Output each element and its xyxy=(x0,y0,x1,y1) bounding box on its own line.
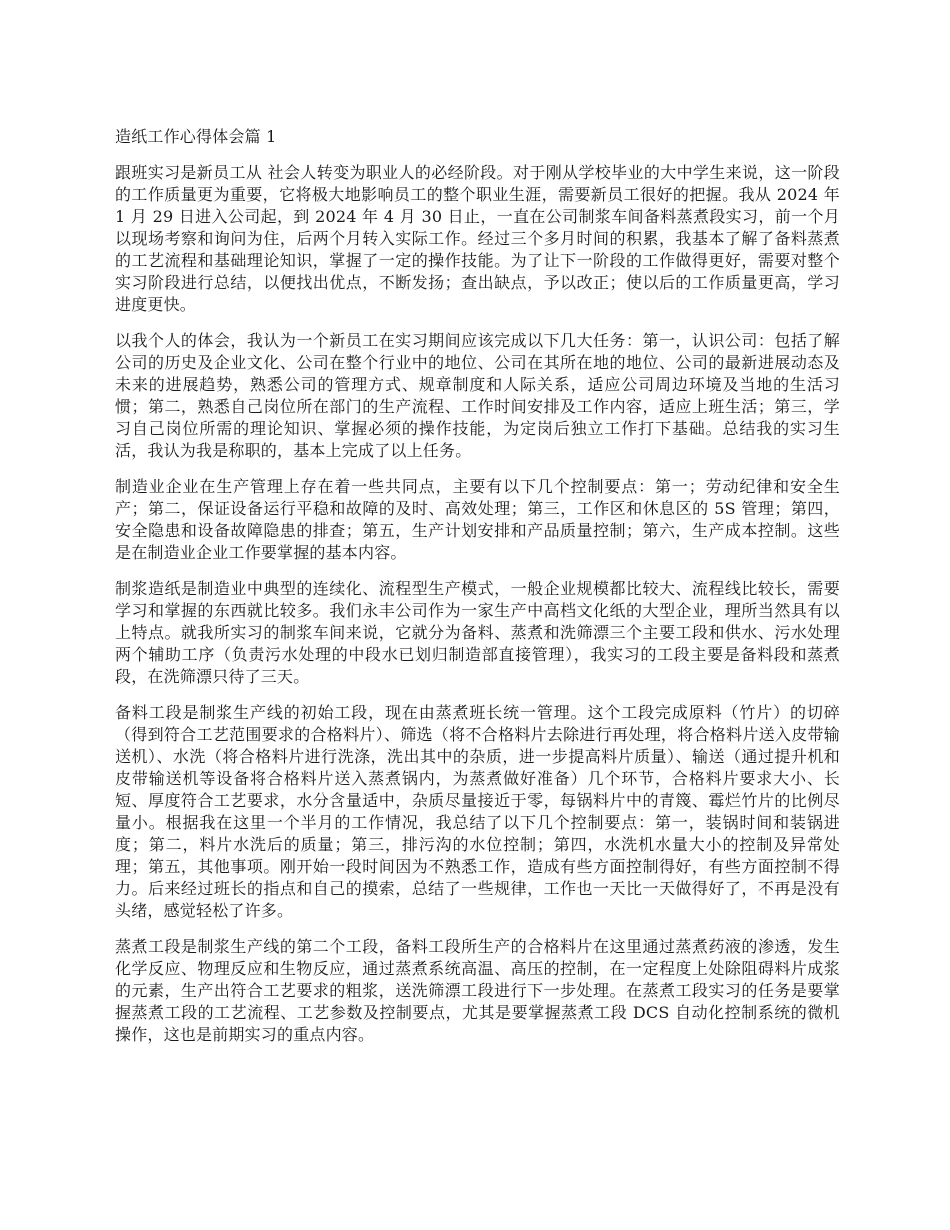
paragraph-1: 跟班实习是新员工从 社会人转变为职业人的必经阶段。对于刚从学校毕业的大中学生来说，这一阶段的工作质量更为重要，它将极大地影响员工的整个职业生涯，需要新员工很好的把握。我从 2024 年 1 月 29 日进入公司起，到 2024 年 4 月 30 日止，一直在公司制浆车间备料蒸煮段实习，前一个月以现场考察和询问为住，后两个月转入实际工作。经过三个多月时间的积累，我基本了解了备料蒸煮的工艺流程和基础理论知识，掌握了一定的操作技能。为了让下一阶段的工作做得更好，需要对整个实习阶段进行总结，以便找出优点，不断发扬；查出缺点，予以改正；使以后的工作质量更高，学习进度更快。 xyxy=(115,163,840,314)
paragraph-5: 备料工段是制浆生产线的初始工段，现在由蒸煮班长统一管理。这个工段完成原料（竹片）的切碎（得到符合工艺范围要求的合格料片）、筛选（将不合格料片去除进行再处理，将合格料片送入皮带输送机）、水洗（将合格料片进行洗涤，洗出其中的杂质，进一步提高料片质量）、输送（通过提升机和皮带输送机等设备将合格料片送入蒸煮锅内，为蒸煮做好准备）几个环节，合格料片要求大小、长短、厚度符合工艺要求，水分含量适中，杂质尽量接近于零，每锅料片中的青篾、霉烂竹片的比例尽量小。根据我在这里一个半月的工作情况，我总结了以下几个控制要点：第一，装锅时间和装锅进度；第二，料片水洗后的质量；第三，排污沟的水位控制；第四，水洗机水量大小的控制及异常处理；第五，其他事项。刚开始一段时间因为不熟悉工作，造成有些方面控制得好，有些方面控制不得力。后来经过班长的指点和自己的摸索，总结了一些规律，工作也一天比一天做得好了，不再是没有头绪，感觉轻松了许多。 xyxy=(115,703,840,920)
paragraph-6: 蒸煮工段是制浆生产线的第二个工段，备料工段所生产的合格料片在这里通过蒸煮药液的渗透，发生化学反应、物理反应和生物反应，通过蒸煮系统高温、高压的控制，在一定程度上处除阻碍料片成浆的元素，生产出符合工艺要求的粗浆，送洗筛漂工段进行下一步处理。在蒸煮工段实习的任务是要掌握蒸煮工段的工艺流程、工艺参数及控制要点，尤其是要掌握蒸煮工段 DCS 自动化控制系统的微机操作，这也是前期实习的重点内容。 xyxy=(115,937,840,1044)
paragraph-3: 制造业企业在生产管理上存在着一些共同点，主要有以下几个控制要点：第一；劳动纪律和安全生产；第二，保证设备运行平稳和故障的及时、高效处理；第三，工作区和休息区的 5S 管理；第四，安全隐患和设备故障隐患的排查；第五，生产计划安排和产品质量控制；第六，生产成本控制。这些是在制造业企业工作要掌握的基本内容。 xyxy=(115,477,840,562)
paragraph-4: 制浆造纸是制造业中典型的连续化、流程型生产模式，一般企业规模都比较大、流程线比较长，需要学习和掌握的东西就比较多。我们永丰公司作为一家生产中高档文化纸的大型企业，理所当然具有以上特点。就我所实习的制浆车间来说，它就分为备料、蒸煮和洗筛漂三个主要工段和供水、污水处理两个辅助工序（负责污水处理的中段水已划归制造部直接管理），我实习的工段主要是备料段和蒸煮段，在洗筛漂只待了三天。 xyxy=(115,579,840,686)
paragraph-2: 以我个人的体会，我认为一个新员工在实习期间应该完成以下几大任务：第一，认识公司：包括了解公司的历史及企业文化、公司在整个行业中的地位、公司在其所在地的地位、公司的最新进展动态及未来的进展趋势，熟悉公司的管理方式、规章制度和人际关系，适应公司周边环境及当地的生活习惯；第二，熟悉自己岗位所在部门的生产流程、工作时间安排及工作内容，适应上班生活；第三，学习自己岗位所需的理论知识、掌握必须的操作技能，为定岗后独立工作打下基础。总结我的实习生活，我认为我是称职的，基本上完成了以上任务。 xyxy=(115,331,840,460)
document-page xyxy=(115,126,840,1060)
document-title: 造纸工作心得体会篇 1 xyxy=(115,127,277,146)
